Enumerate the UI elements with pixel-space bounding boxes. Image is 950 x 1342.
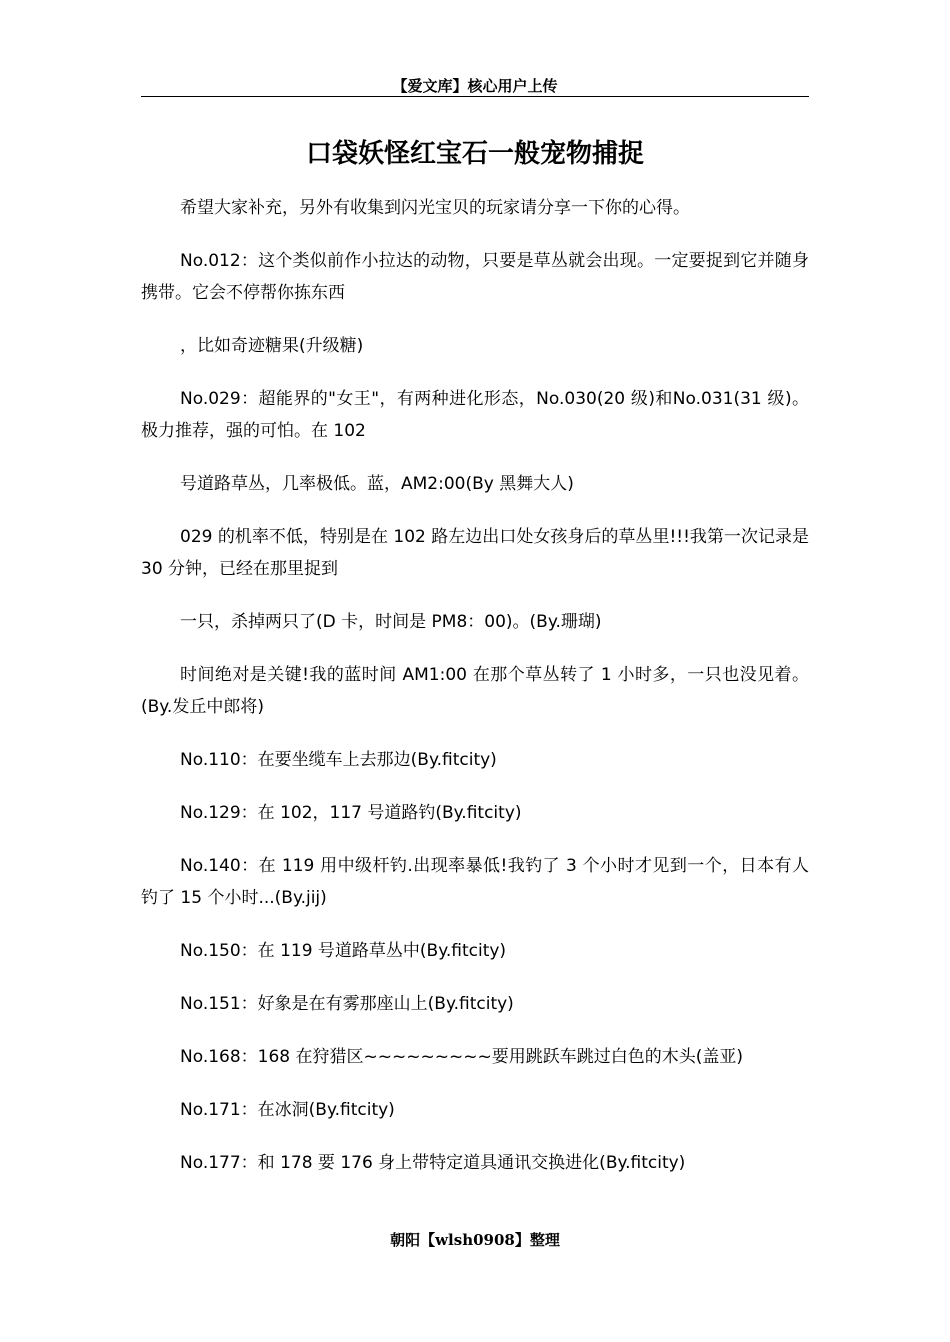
paragraph: 时间绝对是关键!我的蓝时间 AM1:00 在那个草丛转了 1 小时多，一只也没见着。(By.发丘中郎将) <box>141 665 809 717</box>
paragraph: No.171：在冰洞(By.fitcity) <box>180 1100 395 1120</box>
paragraph: 一只，杀掉两只了(D 卡，时间是 PM8：00)。(By.珊瑚) <box>180 612 602 632</box>
paragraph: No.151：好象是在有雾那座山上(By.fitcity) <box>180 994 514 1014</box>
paragraph: No.168：168 在狩猎区~~~~~~~~~要用跳跃车跳过白色的木头(盖亚) <box>180 1047 743 1067</box>
paragraph: No.029：超能界的"女王"，有两种进化形态，No.030(20 级)和No.031(31 级)。极力推荐，强的可怕。在 102 <box>141 389 809 441</box>
paragraph: No.012：这个类似前作小拉达的动物，只要是草丛就会出现。一定要捉到它并随身携带。它会不停帮你拣东西 <box>141 251 809 303</box>
document-body <box>141 192 809 1200</box>
paragraph: 029 的机率不低，特别是在 102 路左边出口处女孩身后的草丛里!!!我第一次记录是 30 分钟，已经在那里捉到 <box>141 527 809 579</box>
page-footer: 朝阳【wlsh0908】整理 <box>390 1231 560 1249</box>
paragraph: No.110：在要坐缆车上去那边(By.fitcity) <box>180 750 497 770</box>
paragraph: 号道路草丛，几率极低。蓝，AM2:00(By 黑舞大人) <box>180 474 574 494</box>
paragraph: No.150：在 119 号道路草丛中(By.fitcity) <box>180 941 507 961</box>
paragraph: No.140：在 119 用中级杆钓.出现率暴低!我钓了 3 个小时才见到一个，日本有人钓了 15 个小时...(By.jij) <box>141 856 809 908</box>
paragraph: ，比如奇迹糖果(升级糖) <box>180 336 364 356</box>
paragraph: No.129：在 102，117 号道路钓(By.fitcity) <box>180 803 522 823</box>
paragraph: 希望大家补充，另外有收集到闪光宝贝的玩家请分享一下你的心得。 <box>180 198 690 218</box>
document-title: 口袋妖怪红宝石一般宠物捕捉 <box>305 139 644 169</box>
page-header: 【爱文库】核心用户上传 <box>392 77 558 95</box>
paragraph: No.177：和 178 要 176 身上带特定道具通讯交换进化(By.fitcity) <box>180 1153 686 1173</box>
header-divider <box>141 96 809 97</box>
